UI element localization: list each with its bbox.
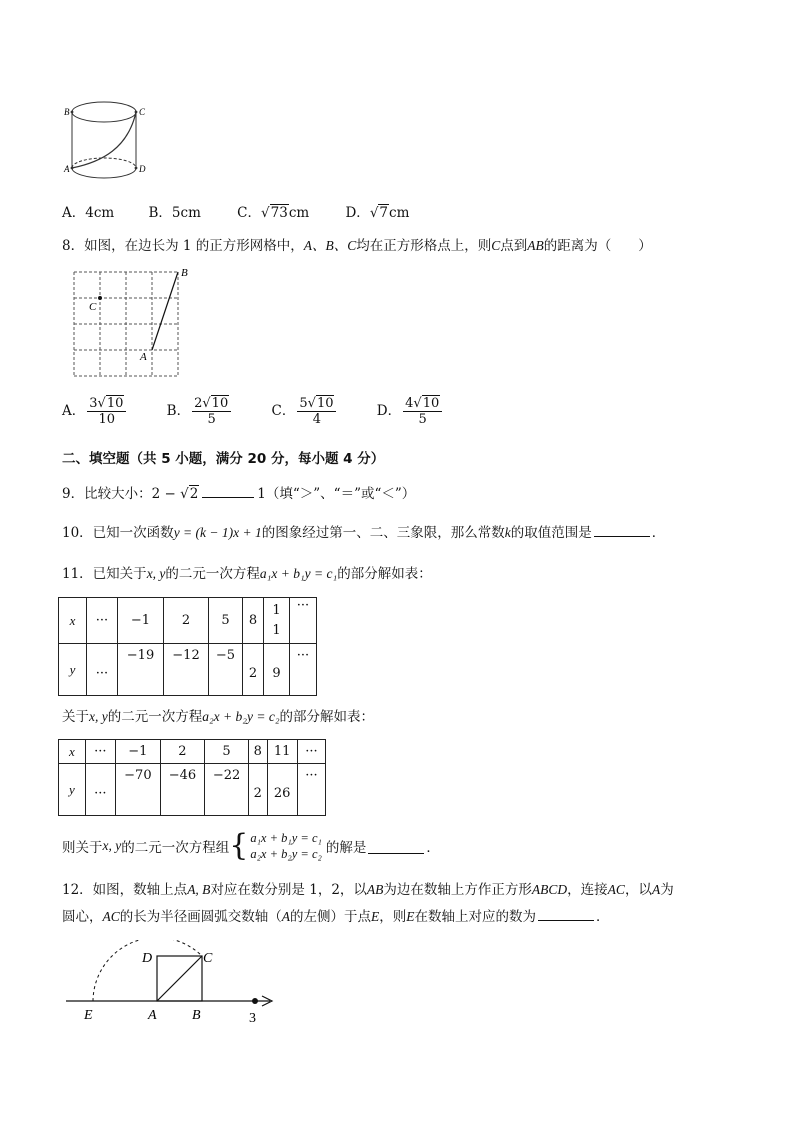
cylinder-figure: [62, 92, 162, 187]
table-cell: −1: [118, 598, 164, 644]
table-header-x: x: [59, 740, 86, 764]
table-cell: −22: [204, 764, 248, 816]
q8-stem: 8．如图，在边长为 1 的正方形网格中，A、B、C均在正方形格点上，则C点到AB的距离为（ ）: [62, 238, 652, 254]
q7-option-d[interactable]: D．√7cm: [345, 205, 410, 221]
table-cell: ···: [87, 644, 118, 696]
number-line-figure: [60, 940, 290, 1030]
q11-stem-3: 则关于 x, y 的二元一次方程组 { a₁x + b₁y = c₁ a₂x + b₂y = c₂ 的解是 ．: [62, 828, 440, 863]
table-cell: 8: [243, 598, 264, 644]
grid-figure: [66, 266, 200, 382]
table-cell: ···: [297, 764, 325, 816]
q8-option-b[interactable]: B． $\frac{2√10}{5}$: [167, 396, 234, 427]
table-cell: −12: [164, 644, 209, 696]
table-cell: ···: [85, 740, 115, 764]
equation-system: { a₁x + b₁y = c₁ a₂x + b₂y = c₂: [229, 828, 322, 863]
section-heading: 二、填空题（共 5 小题，满分 20 分，每小题 4 分）: [62, 451, 385, 467]
q12-answer-blank[interactable]: [538, 906, 594, 921]
table-cell: 8: [249, 740, 267, 764]
table-cell: ···: [290, 644, 317, 696]
label-c: C: [139, 107, 146, 117]
label-3: 3: [249, 1011, 256, 1026]
label-b: B: [192, 1008, 201, 1023]
label-a: A: [140, 351, 147, 363]
q7-options: [62, 203, 451, 223]
table-cell: ···: [297, 740, 325, 764]
q9-answer-blank[interactable]: [202, 483, 254, 498]
table-cell: −70: [115, 764, 160, 816]
q12-stem-2: 圆心，AC的长为半径画圆弧交数轴（A的左侧）于点E，则E在数轴上对应的数为 ．: [62, 906, 610, 927]
table-cell: ···: [290, 598, 317, 644]
table-header-x: x: [59, 598, 87, 644]
q11-stem: 11．已知关于x, y的二元一次方程a₁x + b₁y = c₁的部分解如表：: [62, 566, 432, 582]
q7-option-a[interactable]: A．4cm: [62, 205, 115, 221]
q7-option-c[interactable]: C．√73cm: [237, 205, 310, 221]
q9-stem: 9．比较大小：2 − √2 1（填“＞”、“＝”或“＜”）: [62, 483, 415, 504]
table-cell: −5: [209, 644, 243, 696]
table-cell: 11: [267, 740, 297, 764]
table-cell: −1: [115, 740, 160, 764]
table-cell: 1 1: [264, 598, 290, 644]
table-cell: ···: [87, 598, 118, 644]
q10-stem: 10．已知一次函数y = (k − 1)x + 1的图象经过第一、二、三象限，那么常数k的取值范围是 ．: [62, 522, 665, 543]
table-cell: −46: [160, 764, 204, 816]
label-a: A: [64, 164, 70, 174]
label-c: C: [203, 951, 213, 966]
q11-table-1: [58, 597, 317, 696]
table-header-y: y: [59, 764, 86, 816]
table-header-y: y: [59, 644, 87, 696]
label-d: D: [139, 164, 146, 174]
q8-option-d[interactable]: D． $\frac{4√10}{5}$: [377, 396, 444, 427]
table-cell: 2: [160, 740, 204, 764]
q10-answer-blank[interactable]: [594, 522, 650, 537]
q12-stem: 12．如图，数轴上点A, B对应在数分别是 1，2，以AB为边在数轴上方作正方形ABCD，连接AC，以A为: [62, 882, 674, 898]
table-cell: 2: [243, 644, 264, 696]
label-b: B: [181, 267, 188, 279]
table-cell: ···: [85, 764, 115, 816]
table-cell: 2: [249, 764, 267, 816]
table-cell: −19: [118, 644, 164, 696]
table-cell: 5: [209, 598, 243, 644]
label-a: A: [148, 1008, 157, 1023]
label-b: B: [64, 107, 70, 117]
q7-option-b[interactable]: B．5cm: [148, 205, 201, 221]
q8-option-a[interactable]: A． $\frac{3√10}{10}$: [62, 396, 128, 427]
label-d: D: [142, 951, 153, 966]
label-e: E: [84, 1008, 93, 1023]
q8-options: [62, 396, 486, 427]
table-cell: 5: [204, 740, 248, 764]
table-cell: 9: [264, 644, 290, 696]
table-cell: 26: [267, 764, 297, 816]
q11-answer-blank[interactable]: [368, 839, 424, 854]
q11-stem-2: 关于x, y的二元一次方程a₂x + b₂y = c₂的部分解如表：: [62, 709, 375, 725]
brace-icon: {: [229, 828, 249, 863]
q8-option-c[interactable]: C． $\frac{5√10}{4}$: [272, 396, 339, 427]
label-c: C: [89, 301, 97, 313]
q11-table-2: [58, 739, 326, 816]
table-cell: 2: [164, 598, 209, 644]
